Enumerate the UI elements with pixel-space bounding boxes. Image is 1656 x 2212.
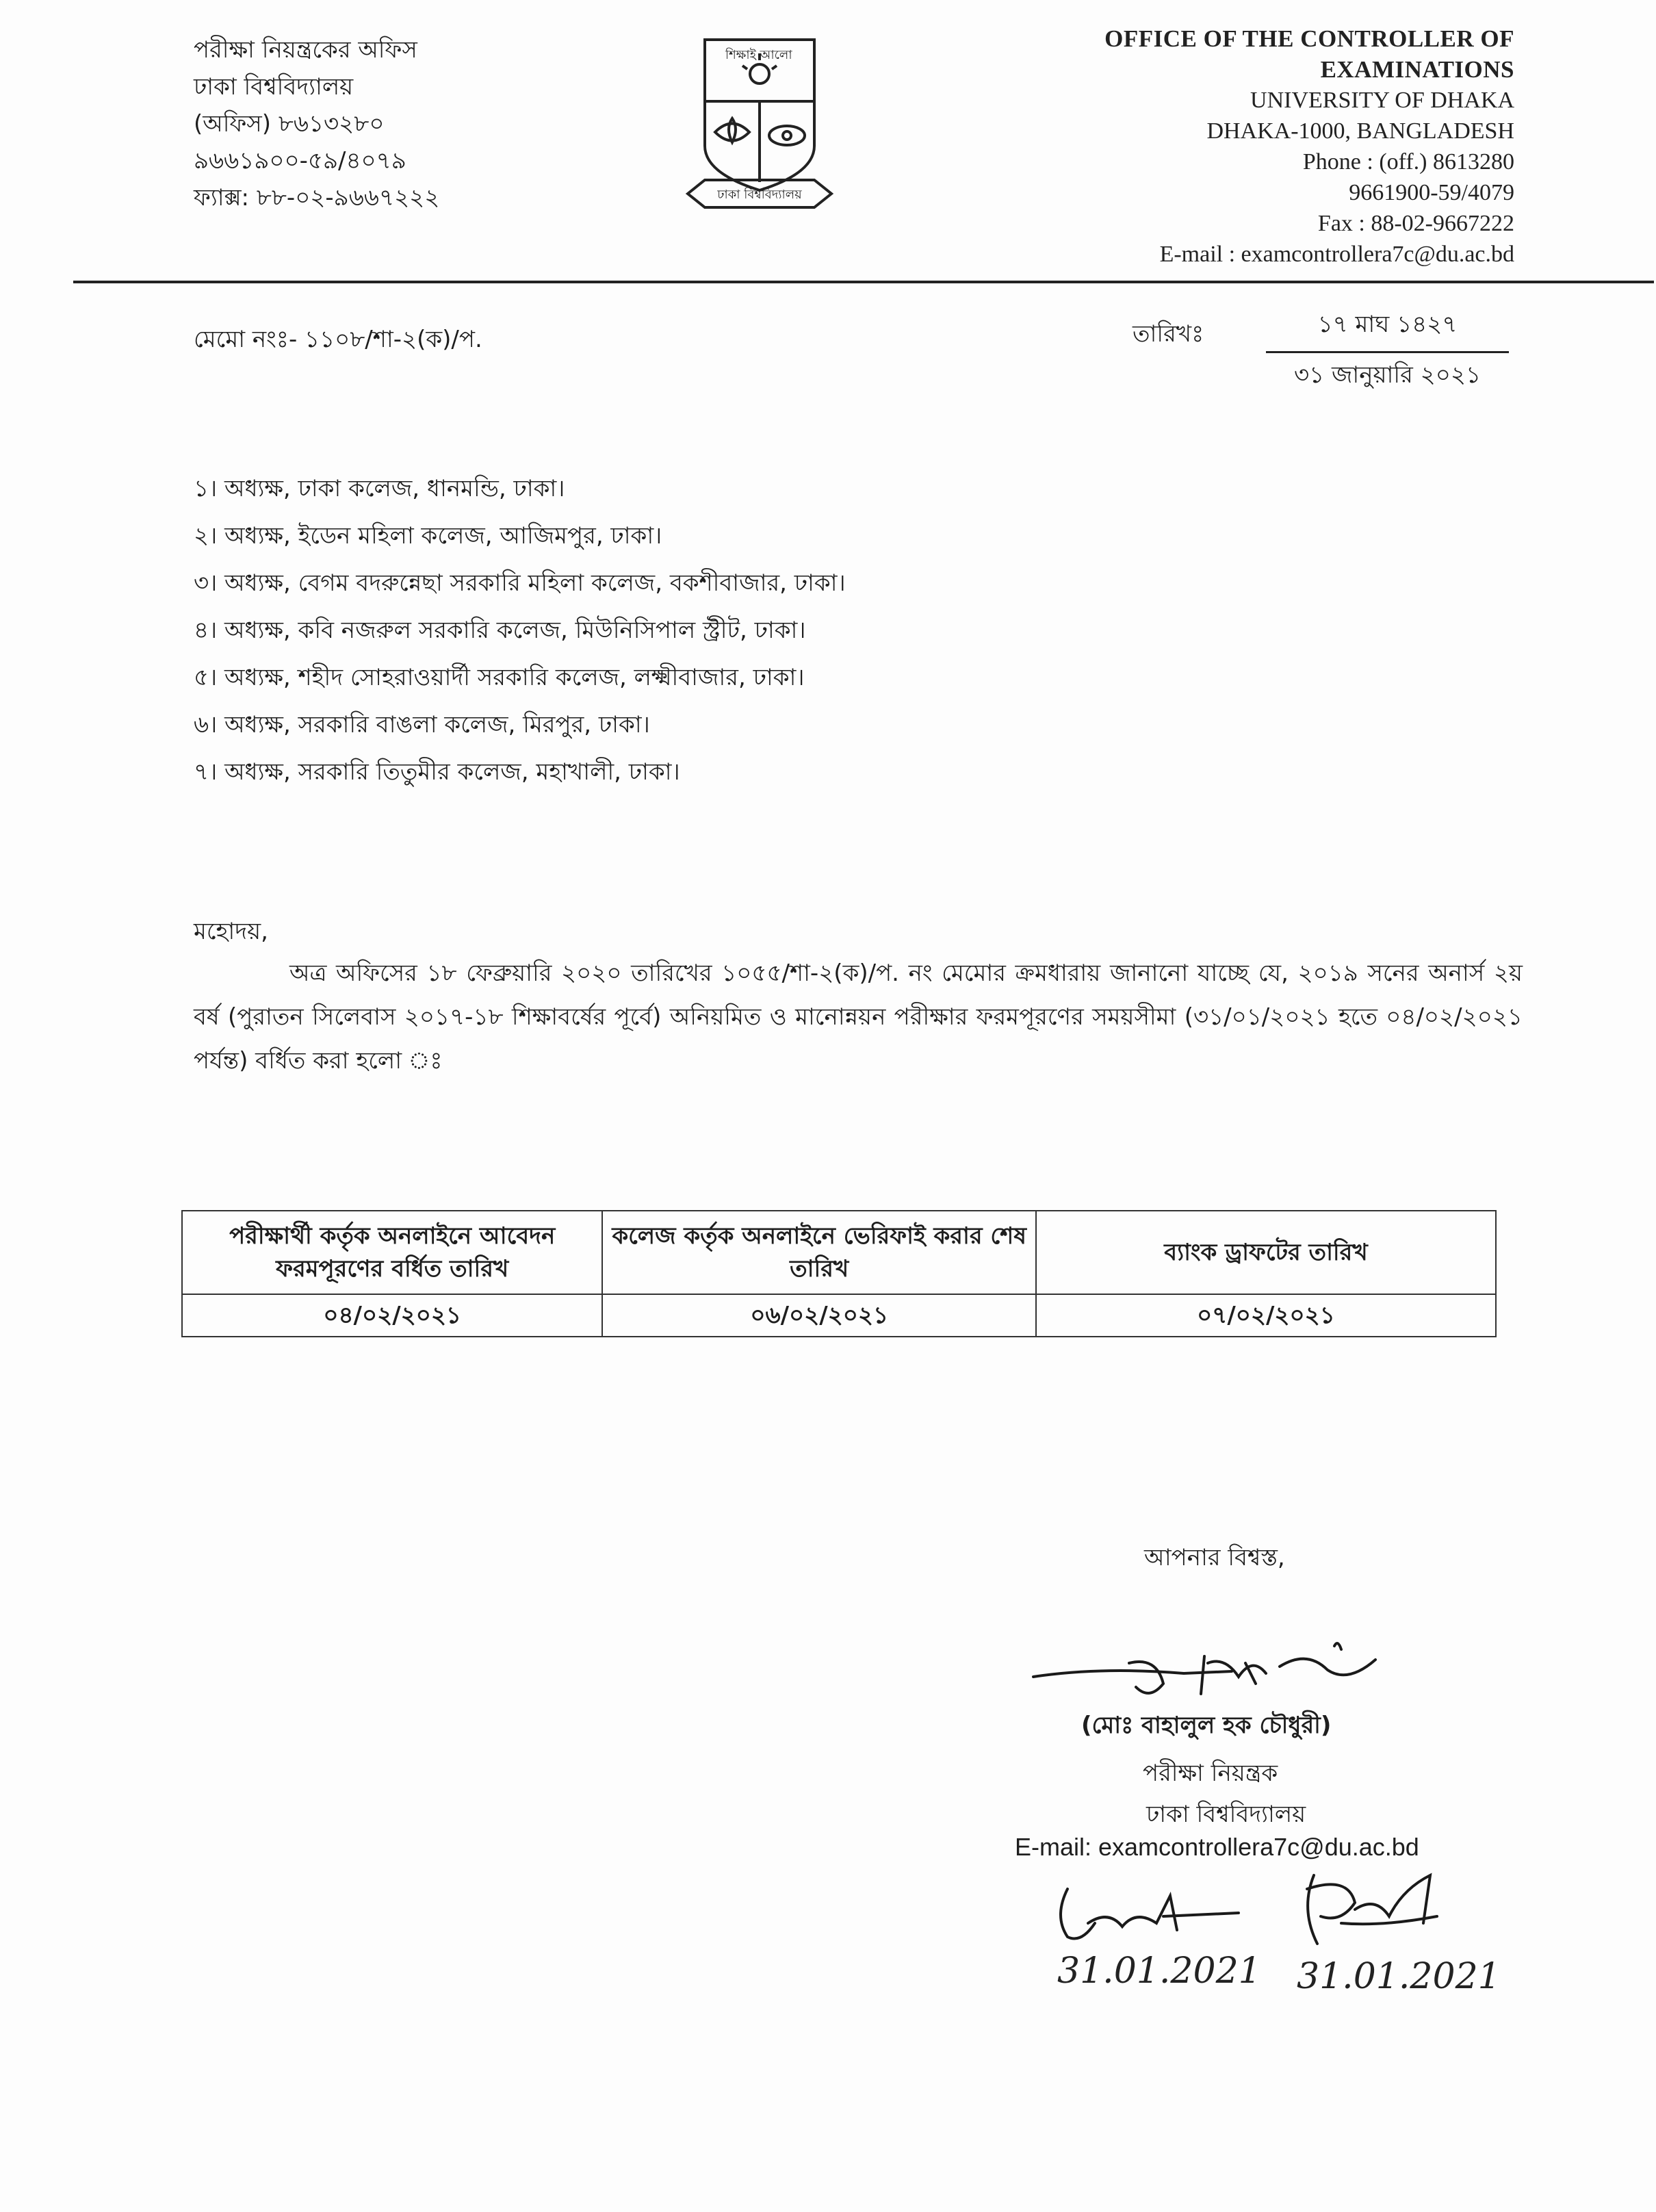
salutation: মহোদয়, (194, 918, 268, 945)
table-cell: ০৭/০২/২০২১ (1036, 1294, 1496, 1337)
signatory-title: পরীক্ষা নিয়ন্ত্রক (1143, 1760, 1278, 1787)
university-name-en: UNIVERSITY OF DHAKA (1250, 88, 1514, 113)
body-text: অত্র অফিসের ১৮ ফেব্রুয়ারি ২০২০ তারিখের ১০৫৫/শা-২(ক)/প. নং মেমোর ক্রমধারায় জানানো যাচ্ছে যে, ২০১৯ সনের অনার্স ২য় বর্ষ (পুরাতন সিলেবাস ২০১৭-১৮ শিক্ষাবর্ষের পূর্বে) অনিয়মিত ও মানোন্নয়ন পরীক্ষার ফরমপূরণের সময়সীমা (৩১/০১/২০২১ হতে ০৪/০২/২০২১ পর্যন্ত) বর্ধিত করা হলো ঃ (194, 960, 1523, 1075)
date-bangla-calendar: ১৭ মাঘ ১৪২৭ (1266, 307, 1509, 353)
recipient-list (194, 465, 846, 796)
table-row (182, 1294, 1496, 1337)
signature-icon (1020, 1636, 1430, 1718)
signatory-email: E-mail: examcontrollera7c@du.ac.bd (1015, 1833, 1419, 1861)
list-item: ৩। অধ্যক্ষ, বেগম বদরুন্নেছা সরকারি মহিলা কলেজ, বকশীবাজার, ঢাকা। (194, 569, 846, 597)
email-en: E-mail : examcontrollera7c@du.ac.bd (1159, 242, 1514, 267)
body-paragraph (194, 951, 1523, 1083)
address-en: DHAKA-1000, BANGLADESH (1206, 118, 1514, 144)
table-header-cell: ব্যাংক ড্রাফটের তারিখ (1036, 1211, 1496, 1294)
memo-number: মেমো নংঃ- ১১০৮/শা-২(ক)/প. (194, 326, 482, 353)
date-gregorian: ৩১ জানুয়ারি ২০২১ (1293, 361, 1482, 389)
university-logo (684, 26, 835, 231)
list-item: ৬। অধ্যক্ষ, সরকারি বাঙলা কলেজ, মিরপুর, ঢাকা। (194, 711, 650, 738)
header-left-contact (194, 31, 439, 216)
initial-signature-icon (1040, 1875, 1245, 1957)
signatory-name: (মোঃ বাহালুল হক চৌধুরী) (1081, 1712, 1332, 1739)
list-item: ৭। অধ্যক্ষ, সরকারি তিতুমীর কলেজ, মহাখালী, ঢাকা। (194, 758, 680, 786)
office-phone-2-bn: ৯৬৬১৯০০-৫৯/৪০৭৯ (194, 147, 406, 175)
phone-2-en: 9661900-59/4079 (1349, 180, 1514, 205)
initial-date-1: 31.01.2021 (1057, 1951, 1261, 1992)
table-header-row (182, 1211, 1496, 1294)
table-header-cell: পরীক্ষার্থী কর্তৃক অনলাইনে আবেদন ফরমপূরণের বর্ধিত তারিখ (182, 1211, 602, 1294)
initial-signature-icon (1293, 1862, 1458, 1957)
initial-date-2: 31.01.2021 (1297, 1956, 1501, 1997)
table-cell: ০৬/০২/২০২১ (602, 1294, 1036, 1337)
logo-motto: শিক্ষাই আলো (725, 48, 792, 62)
table-header-cell: কলেজ কর্তৃক অনলাইনে ভেরিফাই করার শেষ তারিখ (602, 1211, 1036, 1294)
header-divider (73, 281, 1654, 283)
date-label: তারিখঃ (1133, 320, 1204, 348)
header-right-contact (1104, 23, 1514, 270)
list-item: ২। অধ্যক্ষ, ইডেন মহিলা কলেজ, আজিমপুর, ঢাকা। (194, 522, 662, 550)
fax-bn: ফ্যাক্স: ৮৮-০২-৯৬৬৭২২২ (194, 184, 440, 211)
office-name: পরীক্ষা নিয়ন্ত্রকের অফিস (194, 36, 417, 64)
office-title-line1: OFFICE OF THE CONTROLLER OF (1104, 25, 1514, 52)
office-title-line2: EXAMINATIONS (1320, 56, 1514, 83)
office-phone-bn: (অফিস) ৮৬১৩২৮০ (194, 110, 385, 138)
deadline-table (181, 1210, 1497, 1337)
fax-en: Fax : 88-02-9667222 (1317, 211, 1514, 236)
logo-banner: ঢাকা বিশ্ববিদ্যালয় (717, 188, 802, 202)
list-item: ৫। অধ্যক্ষ, শহীদ সোহরাওয়ার্দী সরকারি কলেজ, লক্ষ্মীবাজার, ঢাকা। (194, 664, 805, 691)
memo-date (1266, 307, 1509, 396)
university-name-bn: ঢাকা বিশ্ববিদ্যালয় (194, 73, 354, 101)
closing: আপনার বিশ্বস্ত, (1144, 1544, 1285, 1571)
table-cell: ০৪/০২/২০২১ (182, 1294, 602, 1337)
signatory-university: ঢাকা বিশ্ববিদ্যালয় (1146, 1801, 1306, 1828)
phone-en: Phone : (off.) 8613280 (1302, 149, 1514, 175)
list-item: ১। অধ্যক্ষ, ঢাকা কলেজ, ধানমন্ডি, ঢাকা। (194, 475, 565, 502)
list-item: ৪। অধ্যক্ষ, কবি নজরুল সরকারি কলেজ, মিউনিসিপাল স্ট্রীট, ঢাকা। (194, 617, 806, 644)
